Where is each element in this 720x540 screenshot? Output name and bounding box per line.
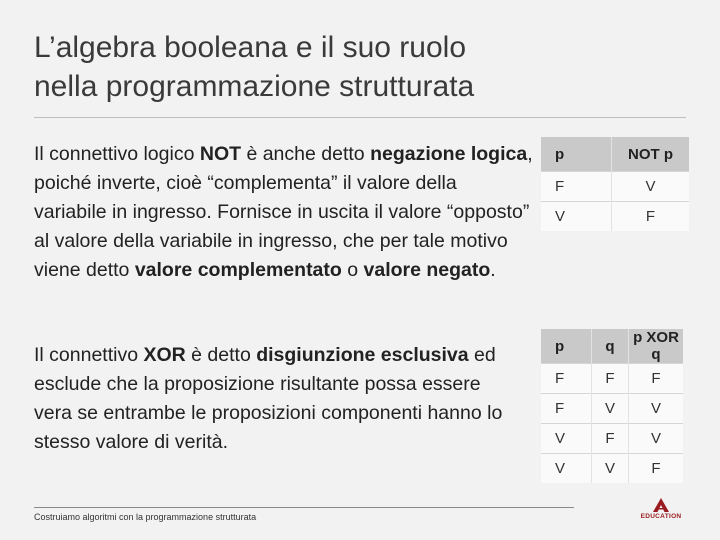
table-row <box>541 202 689 232</box>
xor-truth-table <box>541 329 683 483</box>
logo-a-icon <box>653 498 669 512</box>
xor-cell: V <box>629 424 684 454</box>
xor-term: XOR <box>143 344 186 366</box>
not-text-2: è anche detto <box>241 143 371 165</box>
xor-header-p: p <box>541 329 592 364</box>
xor-cell: F <box>541 394 592 424</box>
publisher-logo <box>640 498 682 520</box>
not-term: NOT <box>199 143 242 165</box>
footer-divider <box>34 507 574 508</box>
xor-cell: F <box>592 364 629 394</box>
not-cell: F <box>612 202 690 232</box>
table-row <box>541 394 683 424</box>
not-text-4: o <box>341 259 364 281</box>
xor-table-header-row <box>541 329 683 364</box>
not-table-header-row <box>541 137 689 172</box>
slide-title-line-2: nella programmazione strutturata <box>34 70 475 103</box>
xor-header-p-xor-q: p XOR q <box>629 329 684 364</box>
xor-description <box>34 341 514 457</box>
xor-cell: F <box>541 364 592 394</box>
xor-cell: F <box>592 424 629 454</box>
not-cell: V <box>541 202 612 232</box>
xor-cell: F <box>629 454 684 484</box>
xor-cell: V <box>592 394 629 424</box>
slide-title <box>34 28 694 106</box>
xor-text-3: ed esclude che la proposizione risultante possa essere vera se entrambe le proposizioni componenti hanno lo stesso valore di verità. <box>34 344 503 453</box>
xor-cell: V <box>541 454 592 484</box>
slide-title-line-1: L’algebra booleana e il suo ruolo <box>34 31 466 64</box>
not-cell: V <box>612 172 690 202</box>
title-divider <box>34 117 686 118</box>
xor-cell: V <box>592 454 629 484</box>
not-header-p: p <box>541 137 612 172</box>
not-header-not-p: NOT p <box>612 137 690 172</box>
negazione-logica-term: negazione logica <box>370 143 528 165</box>
xor-text-1: Il connettivo <box>34 344 144 366</box>
valore-complementato-term: valore complementato <box>134 259 342 281</box>
table-row <box>541 364 683 394</box>
table-row <box>541 172 689 202</box>
not-text-5: . <box>490 259 496 281</box>
xor-cell: V <box>629 394 684 424</box>
not-truth-table <box>541 137 689 231</box>
footer-text: Costruiamo algoritmi con la programmazione strutturata <box>34 512 257 522</box>
valore-negato-term: valore negato <box>363 259 491 281</box>
logo-text: EDUCATION <box>640 513 682 520</box>
not-cell: F <box>541 172 612 202</box>
xor-header-q: q <box>592 329 629 364</box>
table-row <box>541 424 683 454</box>
not-text-3: , poiché inverte, cioè “complementa” il valore della variabile in ingresso. Fornisce in uscita il valore “opposto” al valore della variabile in ingresso, che per tale motivo viene detto <box>34 143 533 281</box>
xor-cell: V <box>541 424 592 454</box>
not-text-1: Il connettivo logico <box>34 143 200 165</box>
xor-text-2: è detto <box>185 344 257 366</box>
disgiunzione-esclusiva-term: disgiunzione esclusiva <box>256 344 469 366</box>
xor-cell: F <box>629 364 684 394</box>
table-row <box>541 454 683 484</box>
